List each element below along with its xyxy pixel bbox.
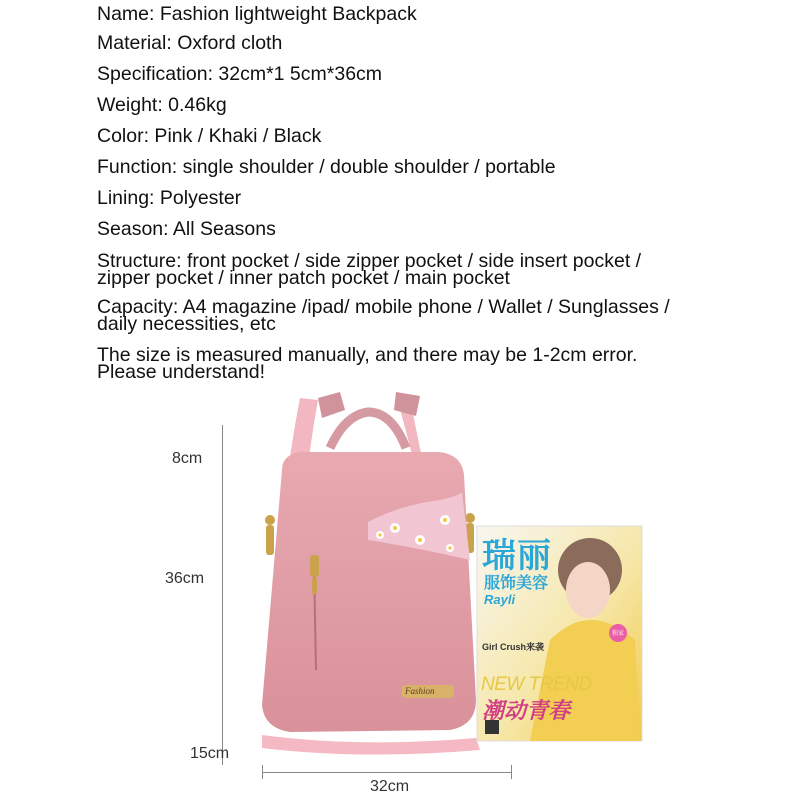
spec-season: Season: All Seasons [97,218,276,240]
spec-weight: Weight: 0.46kg [97,94,227,116]
spec-material: Material: Oxford cloth [97,32,283,54]
magazine-brand-en: Rayli [484,592,516,607]
magazine-subtitle-cn: 服饰美容 [484,573,549,592]
model-face [566,562,610,618]
spec-name: Name: Fashion lightweight Backpack [97,3,417,25]
spec-note: The size is measured manually, and there may be 1-2cm error. Please understand! [97,344,638,383]
magazine-teaser: Girl Crush来袭 [482,642,545,652]
magazine-headline-en: NEW TREND [481,674,592,695]
handle-height-label: 8cm [172,450,203,467]
brand-plate-text: Fashion [405,686,435,696]
spec-color: Color: Pink / Khaki / Black [97,125,322,147]
magazine-headline-cn: 潮动青春 [482,699,571,724]
spec-lining: Lining: Polyester [97,187,242,209]
bag-height-label: 36cm [165,570,205,587]
magazine-badge: 独家 [612,631,625,637]
top-handle [330,412,406,448]
spec-structure: Structure: front pocket / side zipper pocket / side insert pocket / zipper pocket / inner patch pocket / main pocket [97,250,642,289]
spec-capacity: Capacity: A4 magazine /ipad/ mobile phone / Wallet / Sunglasses / daily necessities, etc [97,296,670,335]
bag-width-label: 32cm [370,778,410,795]
bottom-strap [262,735,480,755]
spec-specification: Specification: 32cm*1 5cm*36cm [97,63,383,85]
spec-function: Function: single shoulder / double shoulder / portable [97,156,556,178]
bag-depth-label: 15cm [190,745,230,762]
magazine-title-cn: 瑞丽 [482,536,552,576]
